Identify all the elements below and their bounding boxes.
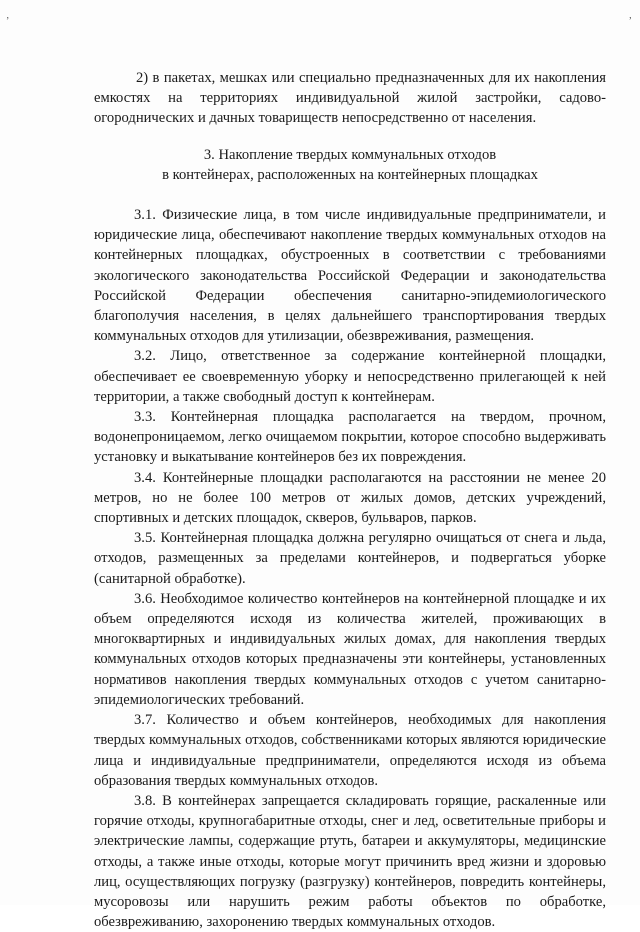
- section-title-line-1: 3. Накопление твердых коммунальных отходов: [203, 146, 497, 163]
- scan-edge-mark-right: ‚: [628, 10, 632, 21]
- section-heading: [94, 145, 606, 185]
- paragraph-3-3: 3.3. Контейнерная площадка располагается на твердом, прочном, водонепроницаемом, легко очищаемом покрытии, которое способно выдерживать установку и выкатывание контейнеров без их повреждения.: [94, 409, 606, 466]
- paragraph-3-1: 3.1. Физические лица, в том числе индивидуальные предприниматели, и юридические лица, обеспечивают накопление твердых коммунальных отходов на контейнерных площадках, обустроенных в соответствии с требованиями экологического законодательства Российской Федерации и законодательства Российской Федерации обеспечения санитарно-эпидемиологического благополучия населения, в целях дальнейшего транспортирования твердых коммунальных отходов для утилизации, обезвреживания, размещения.: [94, 207, 606, 345]
- paragraph-3-2: 3.2. Лицо, ответственное за содержание контейнерной площадки, обеспечивает ее своевременную уборку и непосредственно прилегающей к ней территории, а также свободный доступ к контейнерам.: [94, 348, 606, 405]
- document-body: [94, 68, 606, 932]
- paragraph-3-8: 3.8. В контейнерах запрещается складировать горящие, раскаленные или горячие отходы, крупногабаритные отходы, снег и лед, осветительные приборы и электрические лампы, содержащие ртуть, батареи и аккумуляторы, медицинские отходы, а также иные отходы, которые могут причинить вред жизни и здоровью лиц, осуществляющих погрузку (разгрузку) контейнеров, повредить контейнеры, мусоровозы или нарушить режим работы объектов по обработке, обезвреживанию, захоронению твердых коммунальных отходов.: [94, 792, 606, 931]
- intro-paragraph: 2) в пакетах, мешках или специально предназначенных для их накопления емкостях на территориях индивидуальной жилой застройки, садово-огороднических и дачных товариществ непосредственно от населения.: [94, 70, 606, 127]
- paragraph-3-4: 3.4. Контейнерные площадки располагаются на расстоянии не менее 20 метров, но не более 100 метров от жилых домов, детских учреждений, спортивных и детских площадок, скверов, бульваров, парков.: [94, 469, 606, 527]
- paragraph-3-6: 3.6. Необходимое количество контейнеров на контейнерной площадке и их объем определяются исходя из количества жителей, проживающих в многоквартирных и индивидуальных жилых домах, для накопления твердых коммунальных отходов которых предназначены эти контейнеры, установленных нормативов накопления твердых коммунальных отходов с учетом санитарно-эпидемиологических требований.: [94, 590, 606, 708]
- paragraph-3-7: 3.7. Количество и объем контейнеров, необходимых для накопления твердых коммунальных отходов, собственниками которых являются юридические лица и индивидуальные предприниматели, определяются исходя из объема образования твердых коммунальных отходов.: [94, 712, 606, 789]
- section-title-line-2: в контейнерах, расположенных на контейнерных площадках: [162, 166, 538, 183]
- scan-edge-mark-left: ‚: [6, 10, 10, 21]
- paragraph-3-5: 3.5. Контейнерная площадка должна регулярно очищаться от снега и льда, отходов, размещенных за пределами контейнеров, и подвергаться уборке (санитарной обработке).: [94, 530, 606, 587]
